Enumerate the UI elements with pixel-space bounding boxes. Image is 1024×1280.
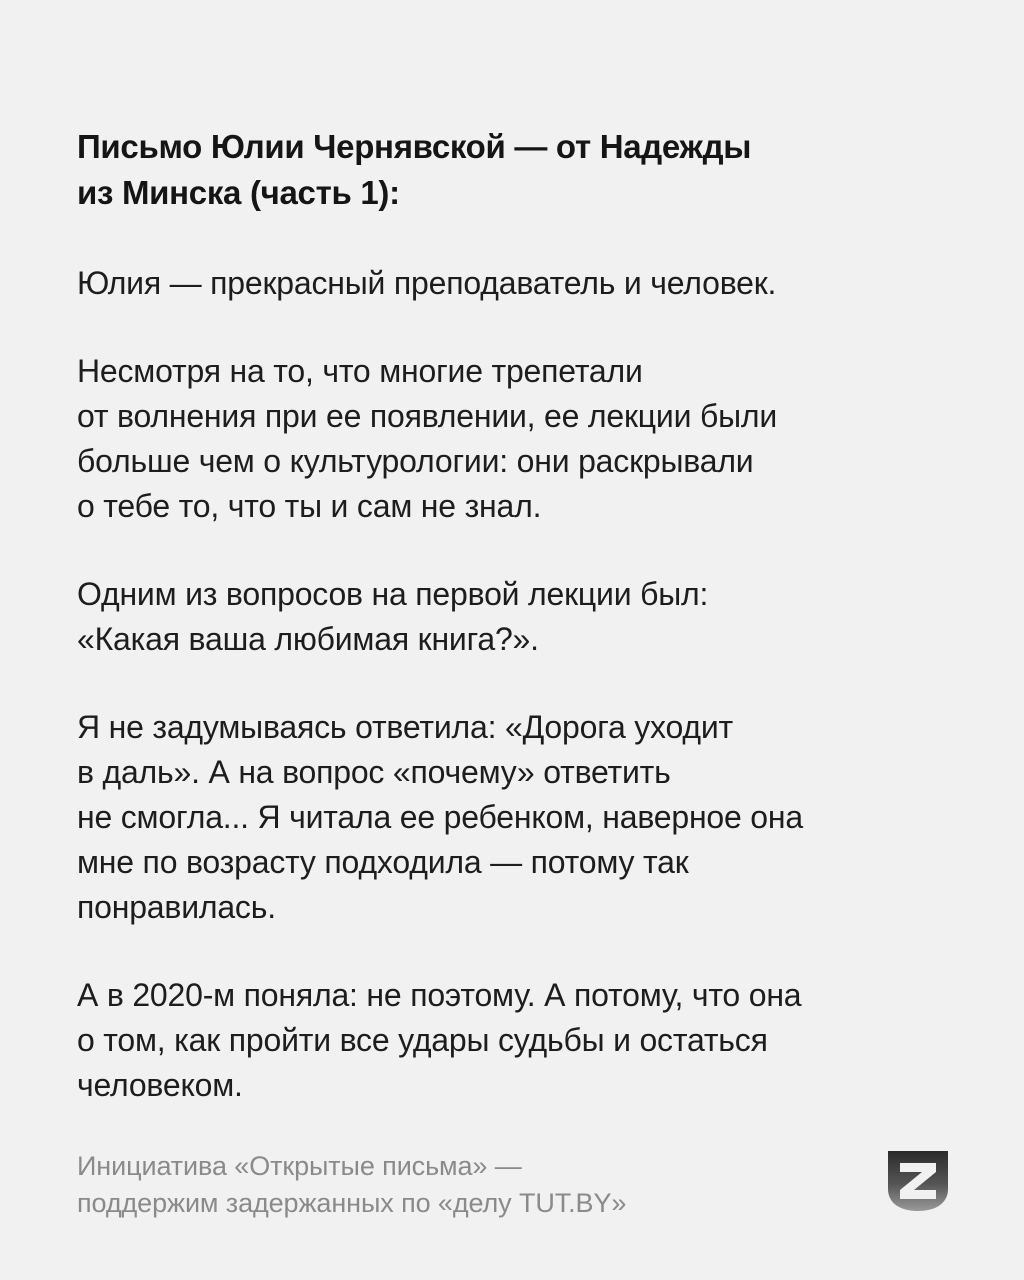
- paragraph-line: Одним из вопросов на первой лекции был:: [77, 576, 709, 612]
- paragraph-line: о том, как пройти все удары судьбы и остаться: [77, 1022, 768, 1058]
- paragraph-line: в даль». А на вопрос «почему» ответить: [77, 754, 671, 790]
- title-line: Письмо Юлии Чернявской — от Надежды: [77, 128, 752, 165]
- footer-line: поддержим задержанных по «делу TUT.BY»: [77, 1188, 627, 1218]
- footer-caption: [77, 1148, 837, 1222]
- paragraph-line: А в 2020-м поняла: не поэтому. А потому, что она: [77, 977, 802, 1013]
- page-title: [77, 124, 957, 216]
- paragraph: [77, 572, 957, 662]
- paragraph-line: Несмотря на то, что многие трепетали: [77, 353, 643, 389]
- paragraph: [77, 973, 957, 1108]
- paragraph-line: не смогла... Я читала ее ребенком, наверное она: [77, 799, 803, 835]
- paragraph-line: Юлия — прекрасный преподаватель и человек.: [77, 265, 777, 301]
- letter: [77, 124, 957, 1108]
- paragraph-line: человеком.: [77, 1067, 243, 1103]
- zerkalo-z-shield-icon: [886, 1149, 950, 1213]
- paragraph-line: мне по возрасту подходила — потому так: [77, 844, 689, 880]
- paragraph-line: о тебе то, что ты и сам не знал.: [77, 488, 542, 524]
- paragraph-line: «Какая ваша любимая книга?».: [77, 621, 539, 657]
- paragraph: [77, 349, 957, 529]
- title-line: из Минска (часть 1):: [77, 174, 400, 211]
- paragraph-line: Я не задумываясь ответила: «Дорога уходит: [77, 709, 733, 745]
- paragraph: [77, 705, 957, 930]
- paragraph: [77, 261, 957, 306]
- paragraph-line: понравилась.: [77, 889, 276, 925]
- footer-line: Инициатива «Открытые письма» —: [77, 1151, 522, 1181]
- paragraph-line: от волнения при ее появлении, ее лекции были: [77, 398, 778, 434]
- paragraph-line: больше чем о культурологии: они раскрывали: [77, 443, 754, 479]
